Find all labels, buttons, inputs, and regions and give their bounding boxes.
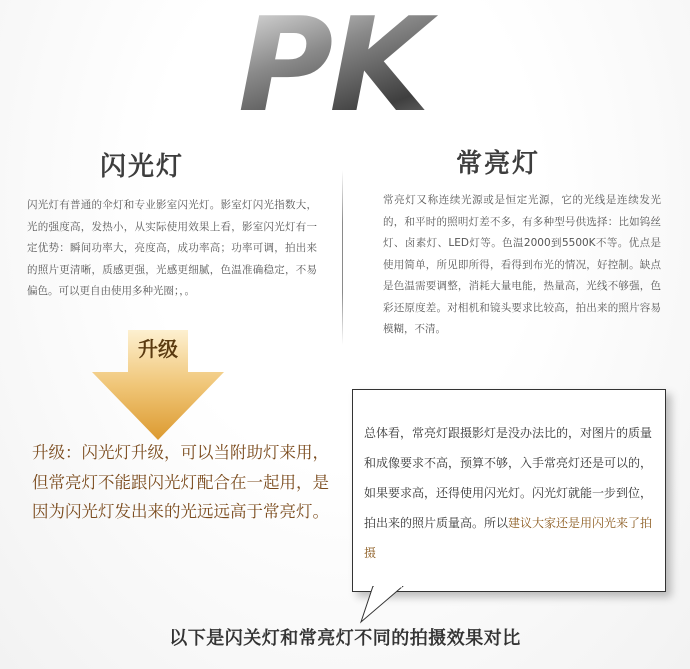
continuous-light-title: 常亮灯	[456, 149, 541, 179]
continuous-light-description: 常亮灯又称连续光源或是恒定光源，它的光线是连续发光的，和平时的照明灯差不多，有多种型号供选择：比如钨丝灯、卤素灯、LED灯等。色温2000到5500K不等。优点是使用简单，所见即所得，看得到布光的情况，好控制。缺点是色温需要调整，消耗大量电能，热量高，光线不够强，色彩还原度差。对相机和镜头要求比较高，拍出来的照片容易模糊，不清。	[383, 194, 661, 335]
summary-text-highlight: 建议大家还是用闪光来了拍摄	[364, 516, 653, 560]
upgrade-label: 升级	[138, 337, 178, 361]
upgrade-text: 升级：闪光灯升级，可以当附助灯来用，但常亮灯不能跟闪光灯配合在一起用，是因为闪光灯发出来的光远远高于常亮灯。	[32, 443, 329, 521]
pk-heading: PK	[238, 0, 498, 133]
flash-light-title: 闪光灯	[100, 152, 185, 182]
flash-light-description: 闪光灯有普通的伞灯和专业影室闪光灯。影室灯闪光指数大，光的强度高，发热小，从实际使用效果上看，影室闪光灯有一定优势：瞬间功率大，亮度高，成功率高；功率可调，拍出来的照片更清晰，质感更强，光感更细腻，色温准确稳定，不易偏色。可以更自由使用多种光圈；，。	[27, 199, 317, 297]
column-divider	[342, 170, 343, 345]
summary-text-plain: 总体看，常亮灯跟摄影灯是没办法比的，对图片的质量和成像要求不高，预算不够，入手常亮灯还是可以的，如果要求高，还得使用闪光灯。闪光灯就能一步到位，拍出来的照片质量高。所以	[364, 426, 653, 530]
footer-caption: 以下是闪关灯和常亮灯不同的拍摄效果对比	[169, 628, 521, 649]
summary-text	[364, 418, 656, 568]
speech-callout-tail	[355, 586, 435, 626]
